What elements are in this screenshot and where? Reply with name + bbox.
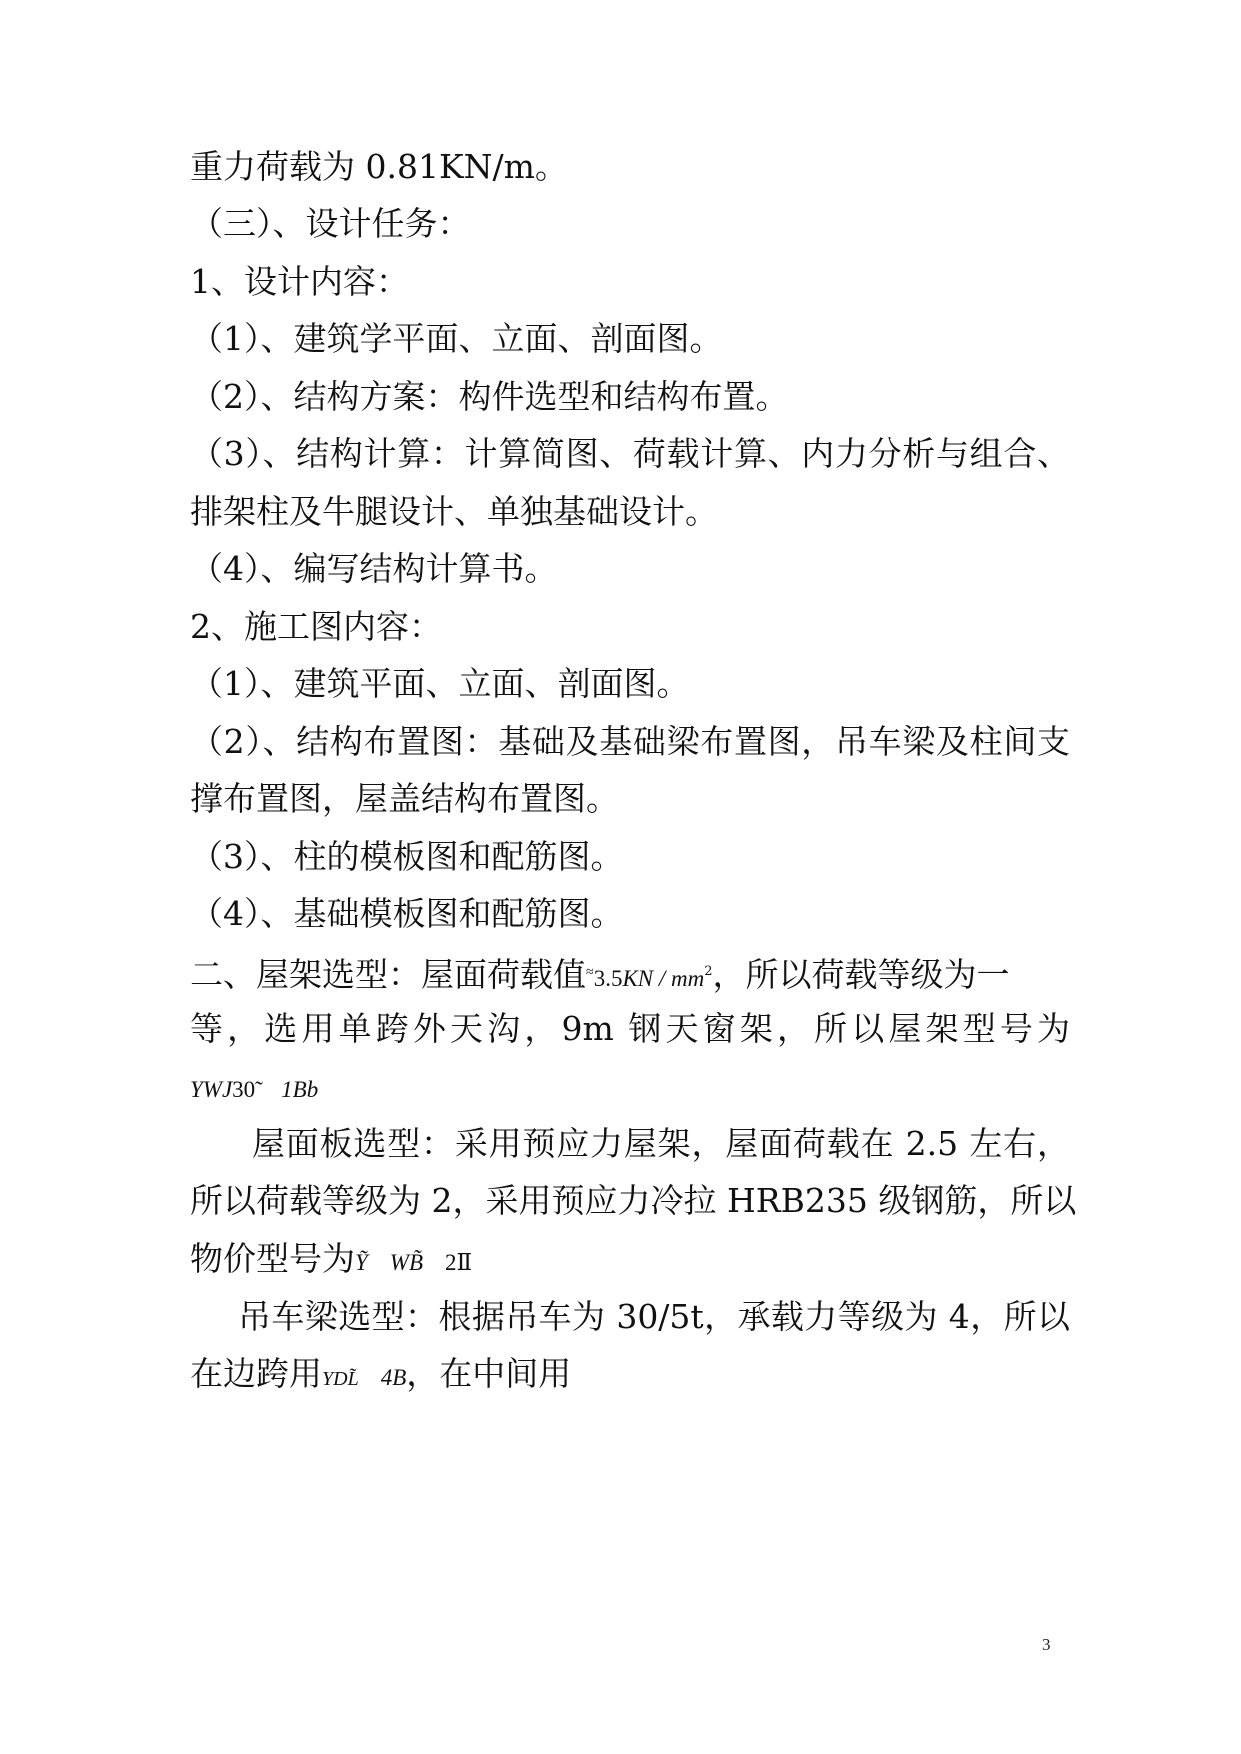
roof-truss-model-formula: [190, 1066, 1070, 1110]
formula-unit: KN / mm: [622, 966, 705, 991]
page-number: 3: [1042, 1635, 1051, 1654]
roof-truss-tail: ，所以荷载等级为一: [712, 955, 1010, 994]
crane-beam-line-1: 吊车梁选型：根据吊车为 30/5t，承载力等级为 4，所以: [238, 1297, 1070, 1336]
roof-panel-line-3: [190, 1239, 1070, 1283]
truss-model-prefix: YWJ: [190, 1077, 233, 1102]
list-item-structural-layout: （2）、结构布置图：基础及基础梁布置图，吊车梁及柱间支: [190, 722, 1070, 761]
crane-beam-tail: ，在中间用: [406, 1354, 572, 1393]
roof-truss-lead: 二、屋架选型：屋面荷载值: [190, 955, 586, 994]
section-heading-design-tasks: （三）、设计任务：: [190, 204, 471, 243]
panel-model-code: WB̃: [389, 1250, 424, 1275]
list-item-calculation-book: （4）、编写结构计算书。: [190, 549, 558, 588]
list-item-structural-scheme: （2）、结构方案：构件选型和结构布置。: [190, 377, 789, 416]
crane-beam-model-code: 4B: [380, 1365, 407, 1390]
formula-value: 3.5: [593, 966, 623, 991]
crane-beam-label: 在边跨用: [190, 1354, 322, 1393]
roof-panel-line-1: 屋面板选型：采用预应力屋架，屋面荷载在 2.5 左右，: [252, 1124, 1070, 1163]
text-line-continuation: 排架柱及牛腿设计、单独基础设计。: [190, 492, 718, 531]
list-item-column-drawings: （3）、柱的模板图和配筋图。: [190, 837, 624, 876]
crane-beam-line-2: [190, 1354, 1070, 1399]
panel-model-prefix: Ỹ: [355, 1250, 368, 1275]
formula-mark: ≈: [586, 965, 594, 980]
subheading-construction-drawings: 2、施工图内容：: [190, 607, 442, 646]
list-item-structural-calculation: （3）、结构计算：计算简图、荷载计算、内力分析与组合、: [190, 434, 1070, 473]
roof-truss-paragraph-line-1: [190, 952, 1070, 999]
list-item-architecture-drawings: （1）、建筑学平面、立面、剖面图。: [190, 319, 723, 358]
roof-panel-line-2: 所以荷载等级为 2，采用预应力冷拉 HRB235 级钢筋，所以: [190, 1181, 1077, 1220]
panel-model-grade: 2Ⅱ: [445, 1250, 473, 1275]
subheading-design-content: 1、设计内容：: [190, 262, 409, 301]
truss-model-suffix: 1Bb: [281, 1077, 319, 1102]
formula-exponent: 2: [704, 964, 713, 979]
text-line-1: 重力荷载为 0.81KN/m。: [190, 147, 568, 186]
crane-beam-model-prefix: YDL̃: [322, 1368, 359, 1390]
roof-truss-paragraph-line-2: 等，选用单跨外天沟，9m 钢天窗架，所以屋架型号为: [190, 1009, 1070, 1048]
roof-panel-model-label: 物价型号为: [190, 1239, 355, 1278]
truss-model-number: 30̃: [232, 1077, 256, 1102]
list-item-building-drawings: （1）、建筑平面、立面、剖面图。: [190, 664, 690, 703]
list-item-foundation-drawings: （4）、基础模板图和配筋图。: [190, 894, 624, 933]
text-line-continuation-2: 撑布置图，屋盖结构布置图。: [190, 779, 619, 818]
